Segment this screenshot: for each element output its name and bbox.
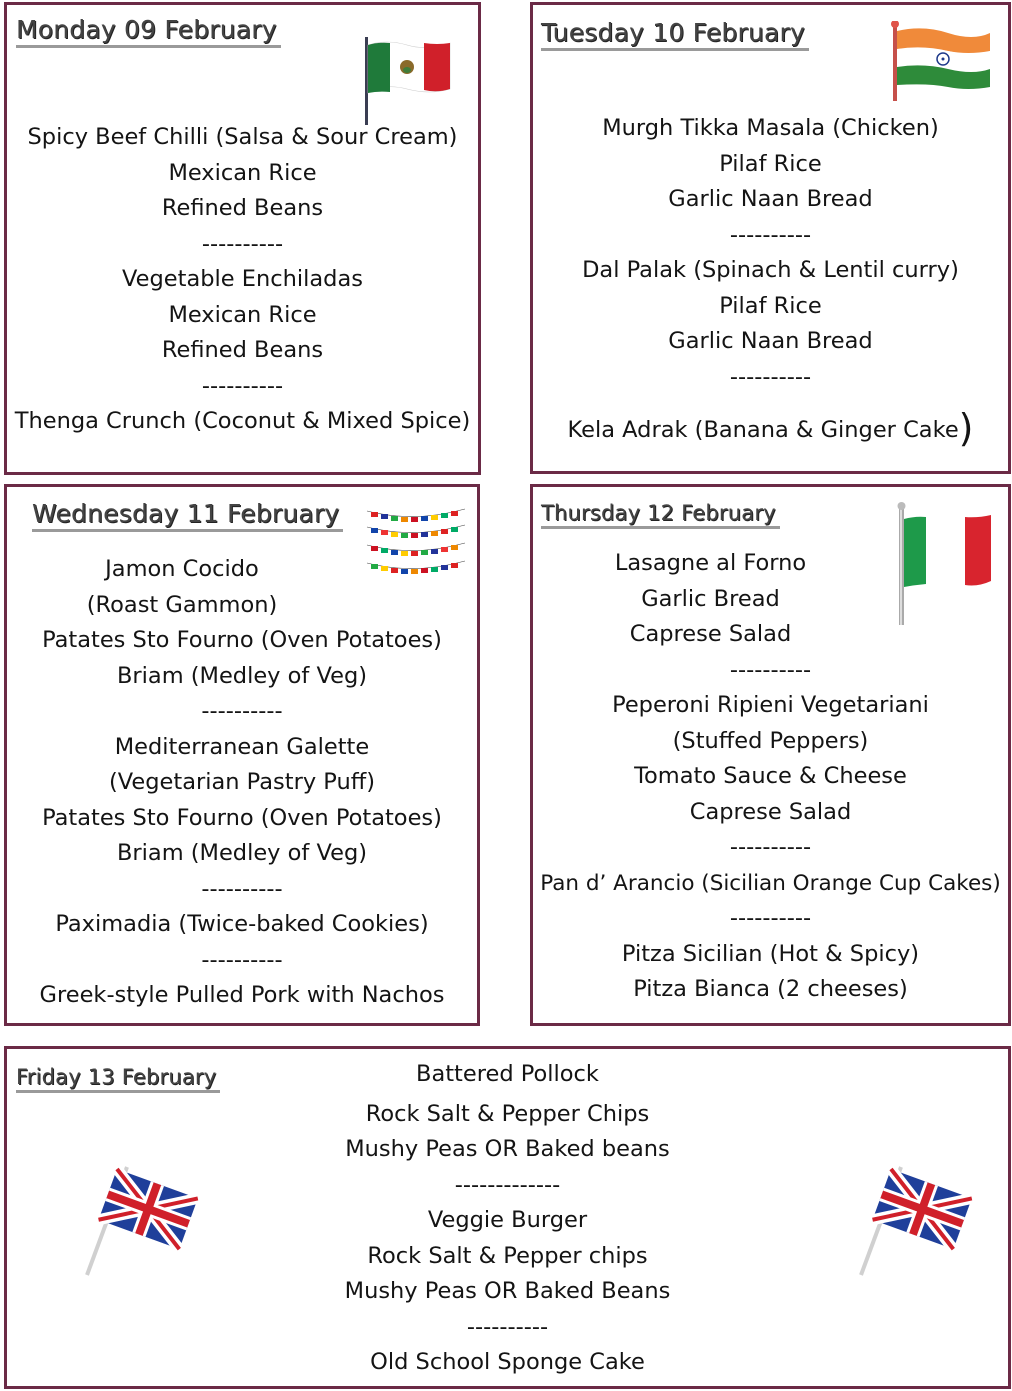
- menu-item: Pilaf Rice: [719, 292, 822, 319]
- menu-item: Patates Sto Fourno (Oven Potatoes): [42, 627, 442, 653]
- menu-item-dessert: [533, 406, 1008, 450]
- menu-separator: ----------: [201, 372, 284, 399]
- menu-item: Refined Beans: [161, 337, 324, 363]
- thursday-menu-card: [530, 484, 1011, 1026]
- menu-separator: -------------: [454, 1171, 561, 1198]
- menu-item: Spicy Beef Chilli (Salsa & Sour Cream): [27, 124, 458, 150]
- monday-menu-list: [7, 120, 478, 440]
- menu-separator: ----------: [729, 221, 812, 248]
- menu-separator: ----------: [201, 875, 283, 902]
- menu-item: Mexican Rice: [168, 301, 317, 328]
- wednesday-menu-list: [7, 552, 477, 1014]
- menu-item: Pan d’ Arancio (Sicilian Orange Cup Cakes): [540, 870, 1001, 896]
- menu-separator: ----------: [201, 946, 283, 973]
- menu-separator: ----------: [201, 698, 283, 724]
- menu-item: Refined Beans: [161, 195, 324, 221]
- menu-item: Mushy Peas OR Baked beans: [345, 1136, 670, 1162]
- menu-item: Patates Sto Fourno (Oven Potatoes): [42, 804, 442, 831]
- menu-item: Rock Salt & Pepper Chips: [365, 1100, 650, 1127]
- menu-item: (Stuffed Peppers): [672, 727, 869, 754]
- india-flag-icon: [888, 21, 993, 103]
- menu-item: Paximadia (Twice-baked Cookies): [55, 911, 429, 937]
- menu-item: Briam (Medley of Veg): [116, 662, 368, 689]
- menu-item: Rock Salt & Pepper chips: [367, 1242, 648, 1269]
- menu-item: Caprese Salad: [629, 621, 792, 647]
- menu-item: Old School Sponge Cake: [370, 1349, 645, 1375]
- thursday-title: Thursday 12 February: [541, 501, 776, 525]
- menu-item: Briam (Medley of Veg): [116, 840, 368, 866]
- menu-item: (Roast Gammon): [86, 591, 278, 618]
- menu-item: Veggie Burger: [427, 1207, 588, 1233]
- tuesday-menu-card: [530, 2, 1011, 474]
- wednesday-title: Wednesday 11 February: [32, 499, 340, 528]
- menu-item: Mediterranean Galette: [114, 733, 370, 760]
- menu-item: Garlic Naan Bread: [668, 328, 873, 354]
- monday-menu-card: [4, 2, 481, 475]
- menu-item: Caprese Salad: [689, 798, 852, 825]
- menu-item: Jamon Cocido: [105, 556, 259, 582]
- dessert-paren: ): [958, 406, 974, 450]
- menu-item: Mexican Rice: [168, 159, 317, 186]
- menu-separator: ----------: [729, 834, 812, 860]
- menu-item: Lasagne al Forno: [614, 550, 807, 576]
- friday-menu-card: [4, 1046, 1011, 1389]
- menu-item: Garlic Bread: [641, 585, 780, 612]
- menu-item: Dal Palak (Spinach & Lentil curry): [582, 257, 959, 283]
- menu-separator: ----------: [729, 656, 812, 683]
- menu-item: Vegetable Enchiladas: [122, 266, 363, 292]
- monday-title: Monday 09 February: [16, 15, 277, 44]
- friday-title: Friday 13 February: [16, 1065, 217, 1089]
- menu-item: Pitza Sicilian (Hot & Spicy): [621, 940, 920, 967]
- thursday-menu-list: [533, 546, 1008, 1008]
- tuesday-title: Tuesday 10 February: [541, 18, 805, 47]
- wednesday-menu-card: [4, 484, 480, 1026]
- menu-separator: ----------: [729, 905, 812, 931]
- menu-item: Tomato Sauce & Cheese: [634, 763, 907, 789]
- menu-separator: ----------: [466, 1313, 549, 1340]
- mexico-flag-icon: [362, 37, 457, 125]
- menu-item: Garlic Naan Bread: [668, 186, 873, 212]
- menu-item: Mushy Peas OR Baked Beans: [344, 1278, 671, 1304]
- menu-item: Greek-style Pulled Pork with Nachos: [39, 982, 445, 1008]
- menu-item: Peperoni Ripieni Vegetariani: [612, 692, 929, 718]
- menu-item: Pitza Bianca (2 cheeses): [633, 976, 908, 1002]
- menu-separator: ----------: [201, 230, 284, 257]
- menu-item: (Vegetarian Pastry Puff): [108, 769, 376, 795]
- tuesday-menu-list: [533, 111, 1008, 449]
- menu-item: Pilaf Rice: [719, 150, 822, 177]
- menu-separator: ----------: [729, 363, 812, 390]
- friday-menu-list: [7, 1057, 1008, 1381]
- menu-item: Murgh Tikka Masala (Chicken): [602, 115, 939, 141]
- menu-item: Thenga Crunch (Coconut & Mixed Spice): [14, 408, 471, 434]
- menu-item: Battered Pollock: [416, 1061, 599, 1087]
- dessert-text: Kela Adrak (Banana & Ginger Cake: [567, 417, 959, 443]
